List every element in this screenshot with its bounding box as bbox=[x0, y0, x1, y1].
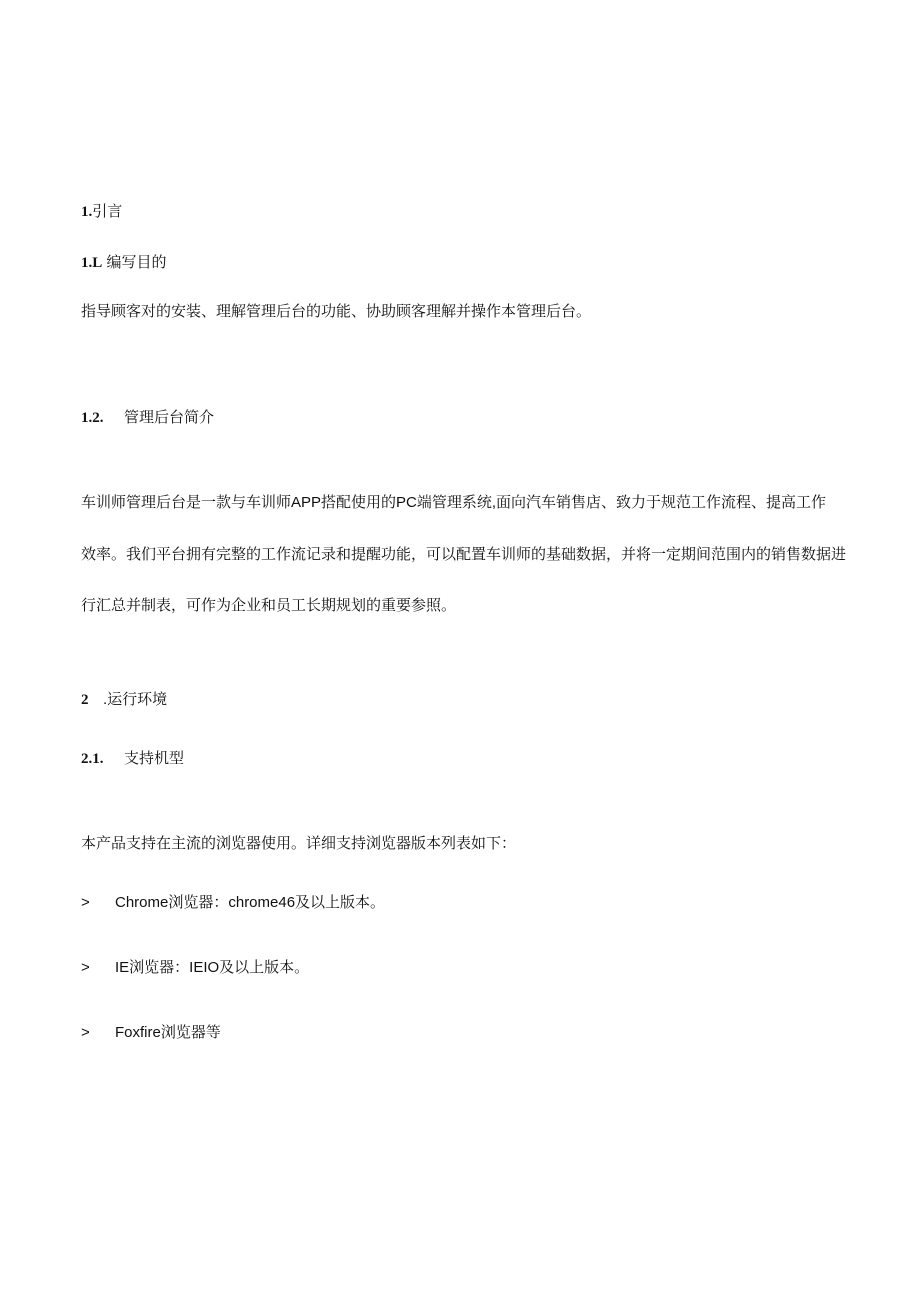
heading-purpose bbox=[81, 253, 166, 273]
heading-introduction bbox=[81, 202, 122, 222]
section-number: 1.2. bbox=[81, 410, 104, 426]
overview-paragraph-line: 效率。我们平台拥有完整的工作流记录和提醒功能，可以配置车训师的基础数据，并将一定期间范围内的销售数据进 bbox=[81, 546, 847, 563]
list-item bbox=[81, 1023, 221, 1043]
heading-backend-overview bbox=[81, 408, 214, 428]
supported-intro-paragraph: 本产品支持在主流的浏览器使用。详细支持浏览器版本列表如下： bbox=[81, 835, 517, 852]
overview-paragraph-line: 行汇总并制表，可作为企业和员工长期规划的重要参照。 bbox=[81, 597, 457, 614]
list-item-text: Chrome浏览器：chrome46及以上版本。 bbox=[115, 894, 386, 911]
purpose-paragraph: 指导顾客对的安装、理解管理后台的功能、协助顾客理解并操作本管理后台。 bbox=[81, 303, 592, 320]
bullet-marker: > bbox=[81, 894, 90, 911]
bullet-marker: > bbox=[81, 959, 90, 976]
heading-runtime-environment bbox=[81, 690, 167, 710]
bullet-marker: > bbox=[81, 1024, 90, 1041]
section-title: 编写目的 bbox=[106, 254, 167, 271]
list-item bbox=[81, 893, 385, 913]
section-title: 支持机型 bbox=[124, 750, 185, 767]
list-item bbox=[81, 958, 309, 978]
section-number: 1. bbox=[81, 204, 93, 220]
overview-paragraph-line: 车训师管理后台是一款与车训师APP搭配使用的PC端管理系统,面向汽车销售店、致力于规范工作流程、提高工作 bbox=[81, 494, 827, 511]
section-title: .运行环境 bbox=[103, 691, 168, 708]
section-title: 引言 bbox=[92, 203, 123, 220]
list-item-text: IE浏览器：IEIO及以上版本。 bbox=[115, 959, 310, 976]
section-number: 2.1. bbox=[81, 751, 104, 767]
section-title: 管理后台简介 bbox=[124, 409, 215, 426]
heading-supported-models bbox=[81, 749, 184, 769]
list-item-text: Foxfire浏览器等 bbox=[115, 1024, 221, 1041]
section-number: 1.L bbox=[81, 255, 103, 271]
section-number: 2 bbox=[81, 692, 89, 708]
